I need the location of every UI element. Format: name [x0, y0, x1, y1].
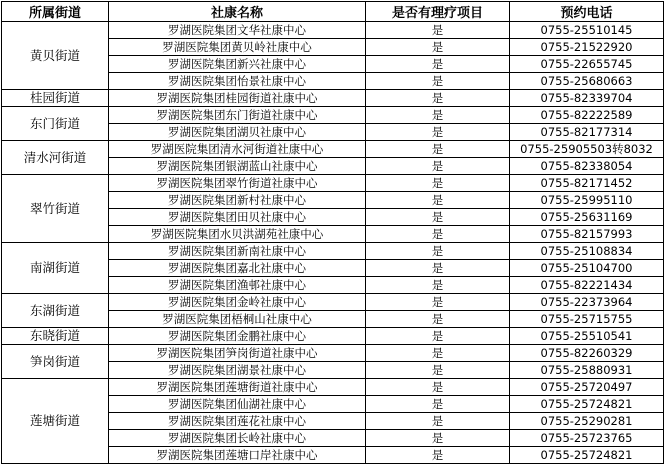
header-phone: 预约电话 [510, 2, 664, 22]
health-center-table [1, 1, 664, 464]
center-name-cell: 罗湖医院集团清水河街道社康中心 [109, 141, 366, 158]
phone-cell: 0755-25724821 [510, 447, 664, 464]
table-row [2, 141, 664, 158]
center-name-cell: 罗湖医院集团新南社康中心 [109, 243, 366, 260]
phone-cell: 0755-82221434 [510, 277, 664, 294]
therapy-cell: 是 [366, 39, 510, 56]
therapy-cell: 是 [366, 345, 510, 362]
therapy-cell: 是 [366, 124, 510, 141]
therapy-cell: 是 [366, 328, 510, 345]
table-row [2, 294, 664, 311]
center-name-cell: 罗湖医院集团梧桐山社康中心 [109, 311, 366, 328]
phone-cell: 0755-82171452 [510, 175, 664, 192]
phone-cell: 0755-82157993 [510, 226, 664, 243]
phone-cell: 0755-25905503转8032 [510, 141, 664, 158]
center-name-cell: 罗湖医院集团怡景社康中心 [109, 73, 366, 90]
header-center-name: 社康名称 [109, 2, 366, 22]
therapy-cell: 是 [366, 192, 510, 209]
therapy-cell: 是 [366, 226, 510, 243]
header-street: 所属街道 [2, 2, 109, 22]
street-cell: 莲塘街道 [2, 379, 109, 464]
phone-cell: 0755-82260329 [510, 345, 664, 362]
phone-cell: 0755-21522920 [510, 39, 664, 56]
table-row [2, 175, 664, 192]
phone-cell: 0755-25104700 [510, 260, 664, 277]
center-name-cell: 罗湖医院集团新兴社康中心 [109, 56, 366, 73]
street-cell: 笋岗街道 [2, 345, 109, 379]
street-cell: 黄贝街道 [2, 22, 109, 90]
center-name-cell: 罗湖医院集团嘉北社康中心 [109, 260, 366, 277]
center-name-cell: 罗湖医院集团田贝社康中心 [109, 209, 366, 226]
phone-cell: 0755-22373964 [510, 294, 664, 311]
therapy-cell: 是 [366, 90, 510, 107]
street-cell: 翠竹街道 [2, 175, 109, 243]
center-name-cell: 罗湖医院集团仙湖社康中心 [109, 396, 366, 413]
table-row [2, 107, 664, 124]
therapy-cell: 是 [366, 209, 510, 226]
phone-cell: 0755-25880931 [510, 362, 664, 379]
street-cell: 南湖街道 [2, 243, 109, 294]
therapy-cell: 是 [366, 175, 510, 192]
therapy-cell: 是 [366, 362, 510, 379]
center-name-cell: 罗湖医院集团桂园街道社康中心 [109, 90, 366, 107]
therapy-cell: 是 [366, 447, 510, 464]
center-name-cell: 罗湖医院集团东门街道社康中心 [109, 107, 366, 124]
table-row [2, 90, 664, 107]
center-name-cell: 罗湖医院集团文华社康中心 [109, 22, 366, 39]
center-name-cell: 罗湖医院集团湖贝社康中心 [109, 124, 366, 141]
therapy-cell: 是 [366, 158, 510, 175]
phone-cell: 0755-25720497 [510, 379, 664, 396]
header-therapy: 是否有理疗项目 [366, 2, 510, 22]
center-name-cell: 罗湖医院集团湖景社康中心 [109, 362, 366, 379]
table-row [2, 243, 664, 260]
center-name-cell: 罗湖医院集团莲花社康中心 [109, 413, 366, 430]
phone-cell: 0755-82222589 [510, 107, 664, 124]
phone-cell: 0755-25995110 [510, 192, 664, 209]
table-row [2, 379, 664, 396]
center-name-cell: 罗湖医院集团黄贝岭社康中心 [109, 39, 366, 56]
center-name-cell: 罗湖医院集团莲塘街道社康中心 [109, 379, 366, 396]
street-cell: 桂园街道 [2, 90, 109, 107]
therapy-cell: 是 [366, 311, 510, 328]
therapy-cell: 是 [366, 56, 510, 73]
center-name-cell: 罗湖医院集团水贝洪湖苑社康中心 [109, 226, 366, 243]
therapy-cell: 是 [366, 107, 510, 124]
phone-cell: 0755-25510541 [510, 328, 664, 345]
therapy-cell: 是 [366, 430, 510, 447]
therapy-cell: 是 [366, 243, 510, 260]
center-name-cell: 罗湖医院集团笋岗街道社康中心 [109, 345, 366, 362]
street-cell: 东晓街道 [2, 328, 109, 345]
center-name-cell: 罗湖医院集团翠竹街道社康中心 [109, 175, 366, 192]
center-name-cell: 罗湖医院集团莲塘口岸社康中心 [109, 447, 366, 464]
center-name-cell: 罗湖医院集团新村社康中心 [109, 192, 366, 209]
table-header-row [2, 2, 664, 22]
phone-cell: 0755-25723765 [510, 430, 664, 447]
center-name-cell: 罗湖医院集团金鹏社康中心 [109, 328, 366, 345]
therapy-cell: 是 [366, 22, 510, 39]
therapy-cell: 是 [366, 379, 510, 396]
phone-cell: 0755-25715755 [510, 311, 664, 328]
therapy-cell: 是 [366, 294, 510, 311]
table-row [2, 345, 664, 362]
center-name-cell: 罗湖医院集团渔邨社康中心 [109, 277, 366, 294]
phone-cell: 0755-25290281 [510, 413, 664, 430]
phone-cell: 0755-25631169 [510, 209, 664, 226]
street-cell: 清水河街道 [2, 141, 109, 175]
center-name-cell: 罗湖医院集团银湖蓝山社康中心 [109, 158, 366, 175]
table-row [2, 22, 664, 39]
phone-cell: 0755-22655745 [510, 56, 664, 73]
phone-cell: 0755-82339704 [510, 90, 664, 107]
phone-cell: 0755-82177314 [510, 124, 664, 141]
phone-cell: 0755-82338054 [510, 158, 664, 175]
table-body [2, 22, 664, 464]
center-name-cell: 罗湖医院集团长岭社康中心 [109, 430, 366, 447]
therapy-cell: 是 [366, 141, 510, 158]
street-cell: 东湖街道 [2, 294, 109, 328]
therapy-cell: 是 [366, 260, 510, 277]
therapy-cell: 是 [366, 396, 510, 413]
phone-cell: 0755-25724821 [510, 396, 664, 413]
center-name-cell: 罗湖医院集团金岭社康中心 [109, 294, 366, 311]
therapy-cell: 是 [366, 277, 510, 294]
therapy-cell: 是 [366, 413, 510, 430]
phone-cell: 0755-25108834 [510, 243, 664, 260]
table-row [2, 328, 664, 345]
therapy-cell: 是 [366, 73, 510, 90]
phone-cell: 0755-25510145 [510, 22, 664, 39]
street-cell: 东门街道 [2, 107, 109, 141]
phone-cell: 0755-25680663 [510, 73, 664, 90]
